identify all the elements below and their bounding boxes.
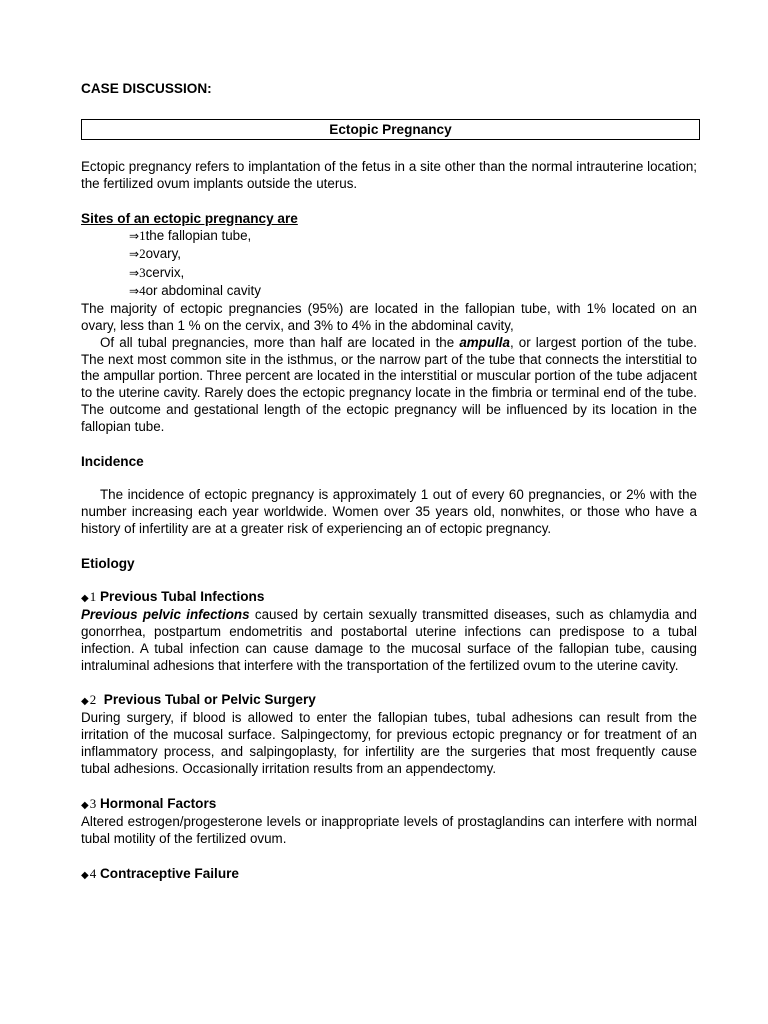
diamond-bullet-icon: ◆ — [81, 592, 89, 604]
diamond-bullet-icon: ◆ — [81, 800, 89, 812]
list-item: ⇒4or abdominal cavity — [129, 283, 261, 299]
list-item: ⇒2ovary, — [129, 246, 182, 262]
case-heading: CASE DISCUSSION: — [81, 81, 212, 96]
intro-paragraph: Ectopic pregnancy refers to implantation of the fetus in a site other than the normal intrauterine location; the fertilized ovum implants outside the uterus. — [81, 159, 697, 191]
etiology-item-text: Previous pelvic infections caused by certain sexually transmitted diseases, such as chlamydia and gonorrhea, postpartum endometritis and postabortal uterine infections can predispose to a tubal infection. A tubal infection can cause damage to the mucosal surface of the fallopian tube, causing intraluminal adhesions that interfere with the transportation of the fertilized ovum to the uterine cavity. — [81, 606, 697, 673]
etiology-item-heading: ◆4 Contraceptive Failure — [81, 865, 239, 881]
etiology-item-heading: ◆2 Previous Tubal or Pelvic Surgery — [81, 692, 316, 708]
etiology-item-4 — [81, 865, 697, 884]
arrow-right-icon: ⇒ — [129, 247, 140, 262]
ampulla-term: ampulla — [459, 334, 510, 350]
etiology-item-text: During surgery, if blood is allowed to enter the fallopian tubes, tubal adhesions can result from the irritation of the mucosal surface. Salpingectomy, for previous ectopic pregnancy or for treatment of an inflammatory process, and salpingoplasty, for infertility are the surgeries that most frequently cause tubal adhesions. Occasionally irritation results from an appendectomy. — [81, 710, 697, 777]
list-item: ⇒1the fallopian tube, — [129, 227, 252, 243]
diamond-bullet-icon: ◆ — [81, 696, 89, 708]
etiology-heading: Etiology — [81, 555, 135, 571]
etiology-item-heading: ◆3 Hormonal Factors — [81, 796, 217, 812]
arrow-right-icon: ⇒ — [129, 228, 140, 243]
sites-paragraph-2: Of all tubal pregnancies, more than half are located in the ampulla, or largest portion of the tube. The next most common site in the isthmus, or the narrow part of the tube that connects the interstitial to the ampullar portion. Three percent are located in the interstitial or muscular portion of the tube adjacent to the uterine cavity. Rarely does the ectopic pregnancy locate in the fimbria or terminal end of the tube. The outcome and gestational length of the ectopic pregnancy will be influenced by its location in the fallopian tube. — [81, 334, 697, 435]
sites-list — [81, 227, 697, 301]
etiology-item-heading: ◆1 Previous Tubal Infections — [81, 588, 265, 604]
arrow-right-icon: ⇒ — [129, 284, 140, 299]
etiology-item-text: Altered estrogen/progesterone levels or inappropriate levels of prostaglandins can interfere with normal tubal motility of the fertilized ovum. — [81, 814, 697, 846]
title-box: Ectopic Pregnancy — [81, 119, 700, 140]
diamond-bullet-icon: ◆ — [81, 869, 89, 881]
incidence-paragraph: The incidence of ectopic pregnancy is approximately 1 out of every 60 pregnancies, or 2% with the number increasing each year worldwide. Women over 35 years old, nonwhites, or those who have a history of infertility are at a greater risk of experiencing an of ectopic pregnancy. — [81, 487, 697, 536]
list-item: ⇒3cervix, — [129, 264, 185, 280]
sites-paragraph-1: The majority of ectopic pregnancies (95%) are located in the fallopian tube, with 1% located on an ovary, less than 1 % on the cervix, and 3% to 4% in the abdominal cavity, — [81, 300, 697, 333]
etiology-item-2 — [81, 691, 697, 778]
incidence-heading: Incidence — [81, 454, 144, 470]
document-page — [81, 80, 697, 884]
etiology-item-3 — [81, 795, 697, 848]
arrow-right-icon: ⇒ — [129, 265, 140, 280]
etiology-item-1 — [81, 588, 697, 675]
sites-heading: Sites of an ectopic pregnancy are — [81, 210, 298, 226]
